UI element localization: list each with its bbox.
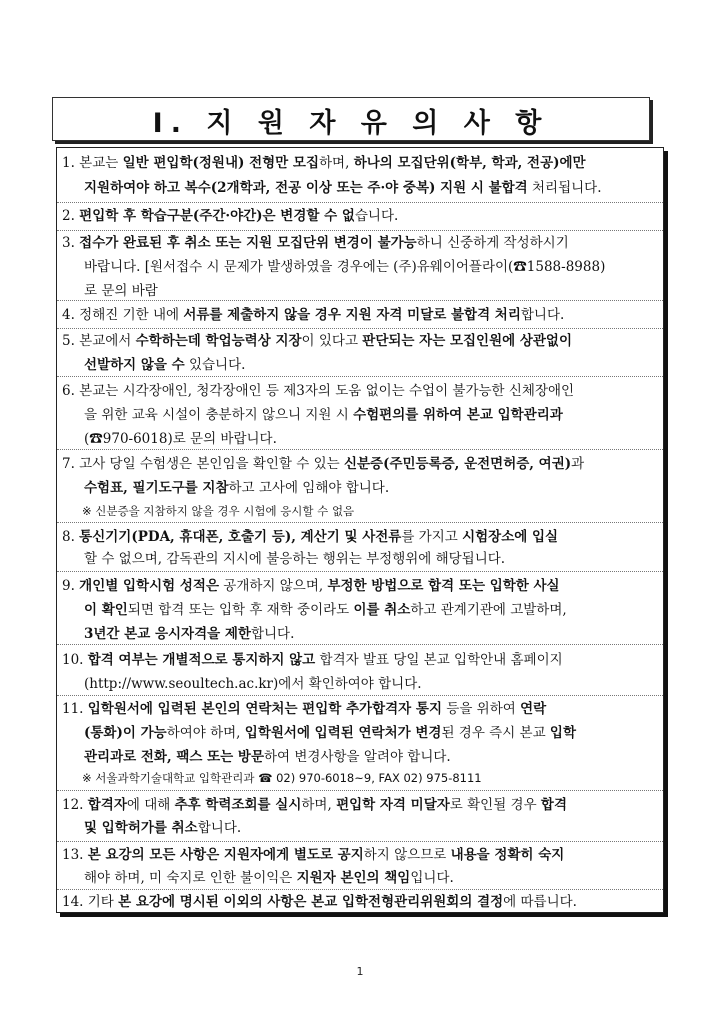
item-6-line-1: 6. 본교는 시각장애인, 청각장애인 등 제3자의 도움 없이는 수업이 불가능한 신체장애인 <box>62 383 575 399</box>
divider <box>57 841 663 842</box>
item-9-line-3: 3년간 본교 응시자격을 제한합니다. <box>84 626 295 642</box>
divider <box>57 376 663 377</box>
item-12-line-2: 및 입학허가를 취소합니다. <box>84 820 242 836</box>
item-2-line-1: 2. 편입학 후 학습구분(주간·야간)은 변경할 수 없습니다. <box>62 208 399 224</box>
section-title-box <box>52 97 650 141</box>
item-3-line-2: 바랍니다. [원서접수 시 문제가 발생하였을 경우에는 (주)유웨이어플라이(☎1588-8988) <box>84 259 606 275</box>
divider <box>57 571 663 572</box>
divider <box>57 202 663 203</box>
divider <box>57 328 663 329</box>
item-1-line-2: 지원하여야 하고 복수(2개학과, 전공 이상 또는 주·야 중복) 지원 시 불합격 처리됩니다. <box>84 180 602 196</box>
divider <box>57 522 663 523</box>
divider <box>57 790 663 791</box>
divider <box>57 644 663 645</box>
divider <box>57 889 663 890</box>
item-11-line-3: 관리과로 전화, 팩스 또는 방문하여 변경사항을 알려야 합니다. <box>84 749 451 765</box>
item-4-line-1: 4. 정해진 기한 내에 서류를 제출하지 않을 경우 지원 자격 미달로 불합격 처리합니다. <box>62 307 565 323</box>
item-10-line-1: 10. 합격 여부는 개별적으로 통지하지 않고 합격자 발표 당일 본교 입학안내 홈페이지 <box>62 652 563 668</box>
item-3-line-1: 3. 접수가 완료된 후 취소 또는 지원 모집단위 변경이 불가능하니 신중하게 작성하시기 <box>62 235 569 251</box>
item-5-line-2: 선발하지 않을 수 있습니다. <box>84 357 246 373</box>
page-number: 1 <box>356 965 364 978</box>
item-10-line-2: (http://www.seoultech.ac.kr)에서 확인하여야 합니다. <box>84 676 422 692</box>
item-12-line-1: 12. 합격자에 대해 추후 학력조회를 실시하며, 편입학 자격 미달자로 확인될 경우 합격 <box>62 797 568 813</box>
item-9-line-2: 이 확인되면 합격 또는 입학 후 재학 중이라도 이를 취소하고 관계기관에 고발하며, <box>84 602 567 618</box>
section-title: Ⅰ. 지 원 자 유 의 사 항 <box>152 108 550 139</box>
item-5-line-1: 5. 본교에서 수학하는데 학업능력상 지장이 있다고 판단되는 자는 모집인원에 상관없이 <box>62 333 573 349</box>
item-11-line-2: (통화)이 가능하여야 하며, 입학원서에 입력된 연락처가 변경된 경우 즉시 본교 입학 <box>84 725 577 741</box>
item-13-line-1: 13. 본 요강의 모든 사항은 지원자에게 별도로 공지하지 않으므로 내용을 정확히 숙지 <box>62 847 565 863</box>
item-1-line-1: 1. 본교는 일반 편입학(정원내) 전형만 모집하며, 하나의 모집단위(학부, 학과, 전공)에만 <box>62 155 586 171</box>
divider <box>57 300 663 301</box>
item-8-line-1: 8. 통신기기(PDA, 휴대폰, 호출기 등), 계산기 및 사전류를 가지고 시험장소에 입실 <box>62 529 559 545</box>
divider <box>57 695 663 696</box>
item-3-line-3: 로 문의 바람 <box>84 283 158 299</box>
divider <box>57 230 663 231</box>
divider <box>57 449 663 450</box>
item-14-line-1: 14. 기타 본 요강에 명시된 이외의 사항은 본교 입학전형관리위원회의 결정에 따릅니다. <box>62 894 577 910</box>
item-7-line-1: 7. 고사 당일 수험생은 본인임을 확인할 수 있는 신분증(주민등록증, 운전면허증, 여권)과 <box>62 456 585 472</box>
item-7-line-2: 수험표, 필기도구를 지참하고 고사에 임해야 합니다. <box>84 480 390 496</box>
item-7-note: ※ 신분증을 지참하지 않을 경우 시험에 응시할 수 없음 <box>82 504 355 518</box>
item-6-line-2: 을 위한 교육 시설이 충분하지 않으니 지원 시 수험편의를 위하여 본교 입학관리과 <box>84 407 563 423</box>
item-6-line-3: (☎970-6018)로 문의 바랍니다. <box>84 431 277 447</box>
item-13-line-2: 해야 하며, 미 숙지로 인한 불이익은 지원자 본인의 책임입니다. <box>84 870 454 886</box>
item-9-line-1: 9. 개인별 입학시험 성적은 공개하지 않으며, 부정한 방법으로 합격 또는 입학한 사실 <box>62 578 560 594</box>
item-11-note: ※ 서울과학기술대학교 입학관리과 ☎ 02) 970-6018~9, FAX 02) 975-8111 <box>82 771 482 785</box>
item-8-line-2: 할 수 없으며, 감독관의 지시에 불응하는 행위는 부정행위에 해당됩니다. <box>84 551 506 567</box>
item-11-line-1: 11. 입학원서에 입력된 본인의 연락처는 편입학 추가합격자 통지 등을 위하여 연락 <box>62 701 547 717</box>
